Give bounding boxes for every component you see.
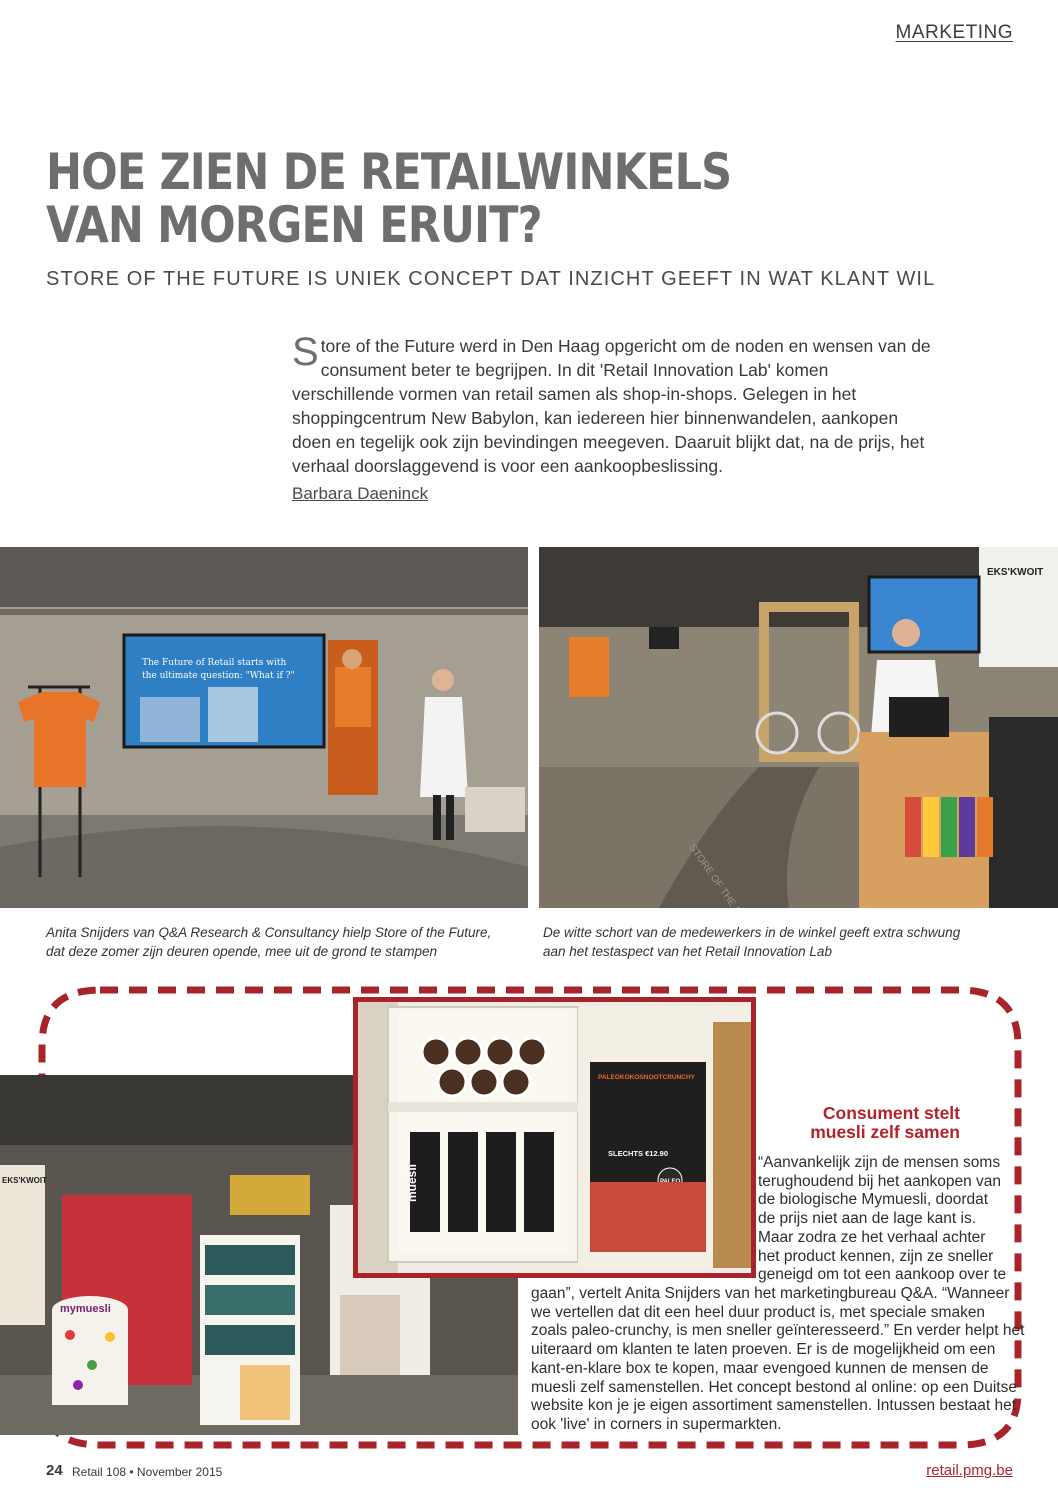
sidebar-title-line-1: Consument stelt [822,1103,960,1123]
section-label: MARKETING [895,22,1013,43]
issue-info: Retail 108 • November 2015 [72,1465,223,1479]
sidebar-line: “Aanvankelijk zijn de mensen soms [758,1154,1001,1171]
sidebar-line: website kon je je eigen assortiment samenstellen. Intussen bestaat het [531,1397,1017,1415]
headline-line-1: HOE ZIEN DE RETAILWINKELS [46,143,732,201]
sidebar-title-line-2: muesli zelf samen [810,1122,960,1142]
sidebar-line: we vertellen dat dit een heel duur product is, met speciale smaken [531,1303,986,1321]
sidebar-line: uiteraard om klanten te laten proeven. Er is de mogelijkheid om een [531,1341,996,1359]
intro-text: tore of the Future werd in Den Haag opgericht om de noden en wensen van de consument beter te begrijpen. In dit 'Retail Innovation Lab' komen verschillende vormen van retail samen als shop-in-shops. Gelegen in het shoppingcentrum New Babylon, kan iedereen hier binnenwandelen, aankopen doen en tegelijk ook zijn bevindingen meegeven. Daaruit blijkt dat, na de prijs, het verhaal doorslaggevend is voor een aankoopbeslissing. [292,336,931,476]
photo4-brand: mymuesli [60,1303,111,1315]
photo-shelf-illustration [358,1002,751,1273]
headline-line-2: VAN MORGEN ERUIT? [46,196,542,254]
photo-muesli-shelf [353,997,756,1278]
sidebar-line: Maar zodra ze het verhaal achter [758,1228,986,1246]
screen-text-1: The Future of Retail starts with [142,658,287,668]
subheadline: STORE OF THE FUTURE IS UNIEK CONCEPT DAT INZICHT GEEFT IN WAT KLANT WIL [46,268,936,290]
sidebar-line: geneigd om tot een aankoop over te [758,1266,1007,1284]
sidebar-line: het product kennen, zijn ze sneller [758,1247,994,1265]
sidebar-line: terughoudend bij het aankopen van [758,1172,1002,1190]
website-link[interactable]: retail.pmg.be [926,1462,1013,1479]
author-byline: Barbara Daeninck [292,484,429,503]
screen-text-2: the ultimate question: "What if ?" [142,671,295,681]
sidebar-line: ook 'live' in corners in supermarkten. [531,1415,782,1433]
sidebar-line: de biologische Mymuesli, doordat [758,1191,989,1209]
caption-2-line-2: aan het testaspect van het Retail Innovation Lab [543,944,832,959]
sidebar-line: muesli zelf samenstellen. Het concept bestond al online: op een Duitse [531,1378,1017,1396]
drop-cap: S [292,330,319,374]
sidebar-line: gaan”, vertelt Anita Snijders van het marketingbureau Q&A. “Wanneer [531,1285,1010,1302]
photo4-sign: EKS'KWOIT [2,1176,48,1185]
tube-brand: muesli [405,1163,419,1202]
sign-text: EKS'KWOIT [987,567,1044,578]
sidebar-line: de prijs niet aan de lage kant is. [758,1210,976,1228]
page-number: 24 [46,1462,63,1479]
caption-2-line-1: De witte schort van de medewerkers in de winkel geeft extra schwung [543,925,961,940]
caption-1-line-1: Anita Snijders van Q&A Research & Consultancy hielp Store of the Future, [46,925,492,940]
sidebar-line: zoals paleo-crunchy, is men sneller geïnteresseerd.” En verder helpt het [531,1322,1025,1340]
sidebar-line: kant-en-klare box te kopen, maar evengoed kunnen de mensen de [531,1359,989,1377]
caption-1-line-2: dat deze zomer zijn deuren opende, mee uit de grond te stampen [46,944,437,959]
sidebar-title [760,1104,960,1142]
price-label: SLECHTS €12.90 [608,1149,669,1158]
sidebar-text-wide [531,1285,1025,1435]
sidebar-text-narrow [758,1154,1008,1285]
shelf-label: PALEOKOKOSNOOTCRUNCHY [598,1074,696,1081]
